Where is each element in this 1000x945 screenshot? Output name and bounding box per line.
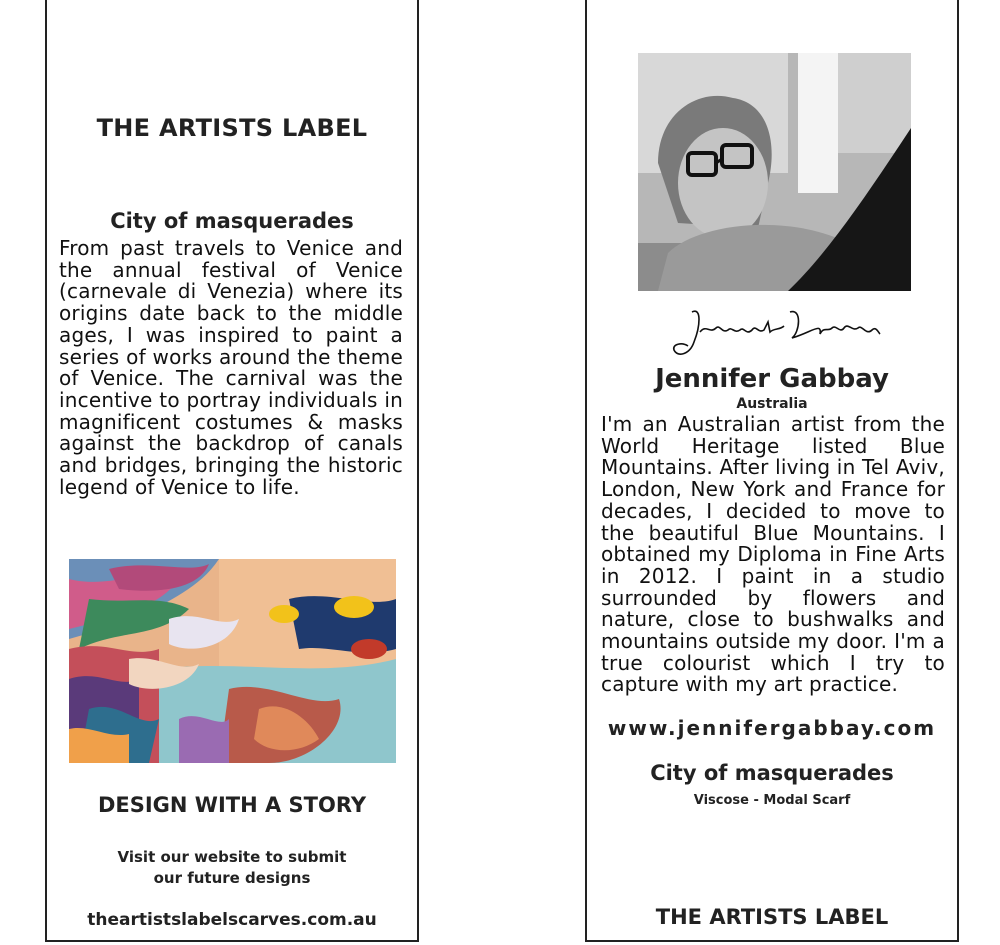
cta-line-2: our future designs — [153, 869, 311, 887]
artwork-description: From past travels to Venice and the annual festival of Venice (carnevale di Venezia) where its origins date back to the middle ages, I was inspired to paint a series of works around the theme of Venice. The carnival was the incentive to portray individuals in magnificent costumes & masks against the backdrop of canals and bridges, bringing the historic legend of Venice to life. — [59, 236, 403, 499]
artist-country: Australia — [736, 396, 808, 412]
brand-footer: THE ARTISTS LABEL — [655, 905, 889, 929]
cta-line-1: Visit our website to submit — [117, 848, 347, 866]
artist-signature — [672, 302, 882, 362]
brand-title: THE ARTISTS LABEL — [96, 114, 368, 142]
artist-name: Jennifer Gabbay — [655, 364, 889, 394]
artist-website[interactable]: www.jennifergabbay.com — [607, 716, 937, 740]
artwork-title: City of masquerades — [110, 209, 354, 233]
artwork-title-right: City of masquerades — [650, 761, 894, 785]
left-card — [45, 0, 419, 942]
tagline: DESIGN WITH A STORY — [97, 793, 367, 817]
artwork-image — [69, 559, 396, 763]
brand-website[interactable]: theartistslabelscarves.com.au — [87, 910, 377, 930]
artist-bio: I'm an Australian artist from the World Heritage listed Blue Mountains. After living in Tel Aviv, London, New York and France for decades, I decided to move to the beautiful Blue Mountains. I obtained my Diploma in Fine Arts in 2012. I paint in a studio surrounded by flowers and nature, close to bushwalks and mountains outside my door. I'm a true colourist which I try to capture with my art practice. — [601, 412, 945, 697]
artist-portrait — [638, 53, 911, 291]
right-card — [585, 0, 959, 942]
scarf-material: Viscose - Modal Scarf — [693, 793, 851, 808]
